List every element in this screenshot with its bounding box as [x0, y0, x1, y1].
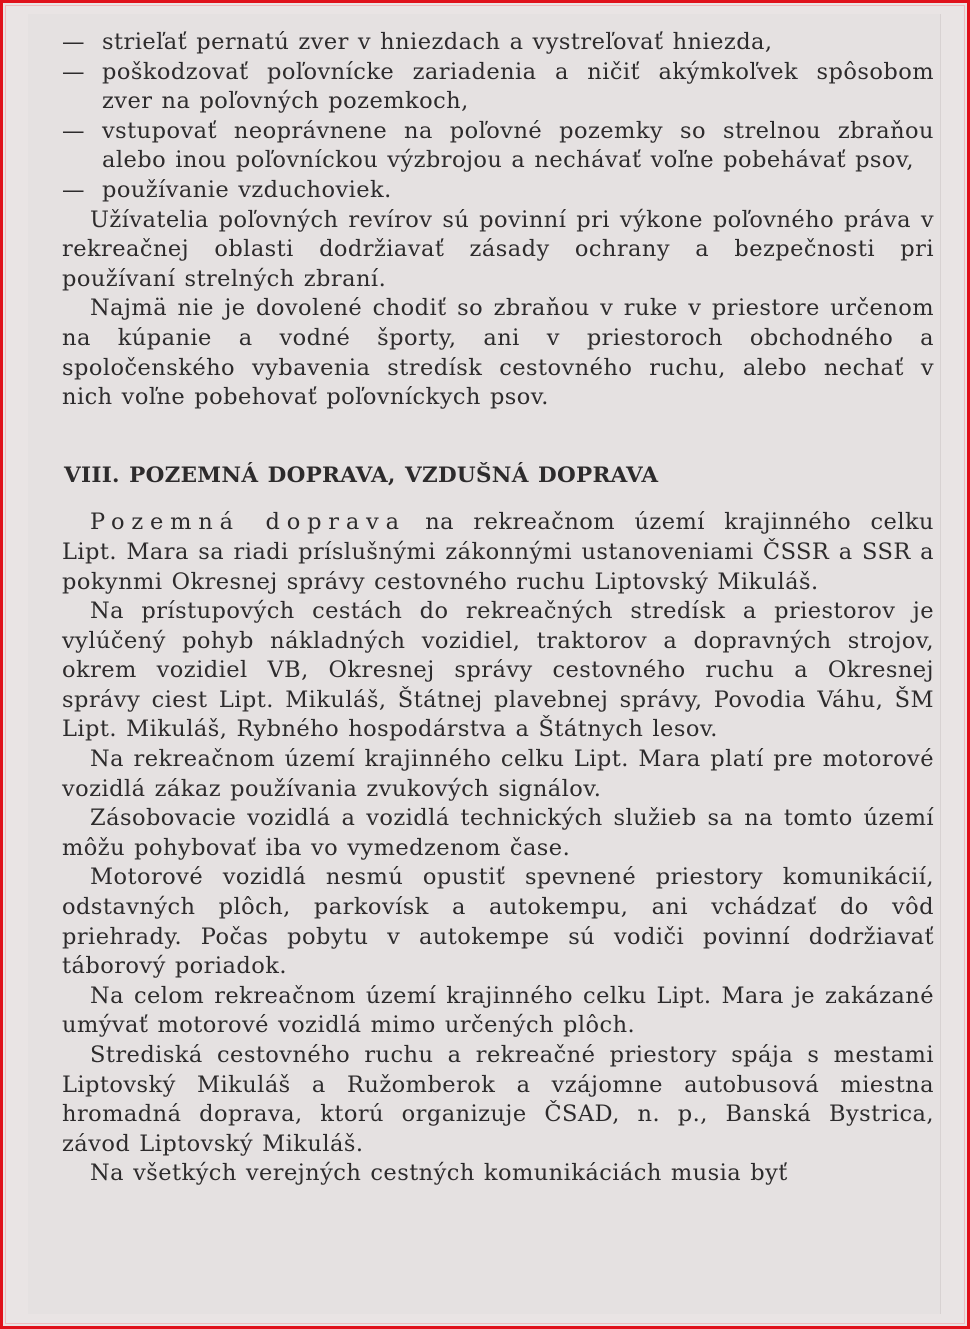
paragraph: Zásobovacie vozidlá a vozidlá technických služieb sa na tomto území môžu pohybovať iba vo vymedzenom čase. — [62, 805, 934, 861]
paragraph: Strediská cestovného ruchu a rekreačné priestory spája s mestami Liptovský Mikuláš a Ružomberok a vzájomne autobusová miestna hromadná doprava, ktorú organizuje ČSAD, n. p., Banská Bystrica, závod Liptovský Mikuláš. — [62, 1042, 934, 1157]
list-item-text: vstupovať neoprávnene na poľovné pozemky so strelnou zbraňou alebo inou poľovníckou výzbrojou a nechávať voľne pobehávať psov, — [102, 117, 934, 174]
paragraph: Na celom rekreačnom území krajinného celku Lipt. Mara je zakázané umývať motorové vozidlá mimo určených plôch. — [62, 982, 934, 1039]
paragraph: Na rekreačnom území krajinného celku Lipt. Mara platí pre motorové vozidlá zákaz používania zvukových signálov. — [62, 746, 934, 802]
list-item-text: strieľať pernatú zver v hniezdach a vystreľovať hniezda, — [102, 29, 773, 55]
page-text-block — [62, 28, 934, 1189]
dash-marker: — — [62, 176, 85, 203]
dash-marker: — — [62, 117, 85, 144]
paragraph: Užívatelia poľovných revírov sú povinní pri výkone poľovného práva v rekreačnej oblasti dodržiavať zásady ochrany a bezpečnosti pri používaní strelných zbraní. — [62, 206, 934, 292]
section-intro-text: na rekreačnom území krajinného celku Lipt. Mara sa riadi príslušnými zákonnými ustanoveniami ČSSR a SSR a pokynmi Okresnej správy cestovného ruchu Liptovský Mikuláš. — [62, 509, 934, 595]
dash-marker: — — [62, 29, 85, 55]
paragraph: Na všetkých verejných cestných komunikáciách musia byť — [90, 1160, 788, 1187]
spaced-emphasis: Pozemná doprava — [90, 509, 406, 536]
section-intro-paragraph — [62, 508, 934, 597]
list-item — [62, 176, 934, 206]
section-heading: VIII. POZEMNÁ DOPRAVA, VZDUŠNÁ DOPRAVA — [64, 462, 659, 488]
list-item — [62, 117, 934, 176]
dash-marker: — — [62, 58, 85, 85]
list-item-text: používanie vzduchoviek. — [102, 176, 392, 203]
scanned-page — [28, 14, 941, 1314]
list-item — [62, 28, 934, 58]
paragraph: Na prístupových cestách do rekreačných stredísk a priestorov je vylúčený pohyb nákladných vozidiel, traktorov a dopravných strojov, okrem vozidiel VB, Okresnej správy cestovného ruchu a Okresnej správy ciest Lipt. Mikuláš, Štátnej plavebnej správy, Povodia Váhu, ŠM Lipt. Mikuláš, Rybného hospodárstva a Štátnych lesov. — [62, 598, 934, 743]
list-item — [62, 58, 934, 117]
paragraph: Najmä nie je dovolené chodiť so zbraňou v ruke v priestore určenom na kúpanie a vodné športy, ani v priestoroch obchodného a spoločenského vybavenia stredísk cestovného ruchu, alebo nechať v nich voľne pobehovať poľovníckych psov. — [62, 295, 934, 411]
paragraph: Motorové vozidlá nesmú opustiť spevnené priestory komunikácií, odstavných plôch, parkovísk a autokempu, ani vchádzať do vôd priehrady. Počas pobytu v autokempe sú vodiči povinní dodržiavať táborový poriadok. — [62, 864, 934, 980]
list-item-text: poškodzovať poľovnícke zariadenia a ničiť akýmkoľvek spôsobom zver na poľovných pozemkoch, — [102, 58, 934, 115]
